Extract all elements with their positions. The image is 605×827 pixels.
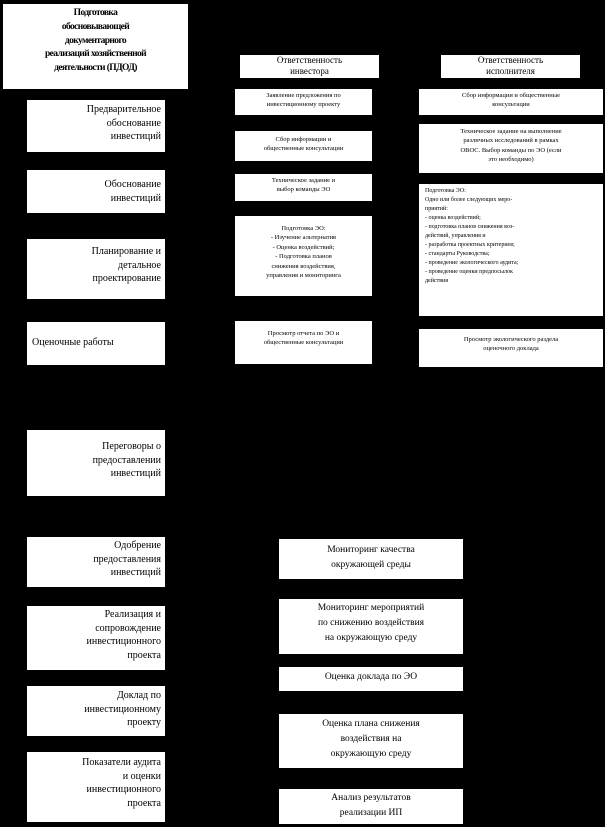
stage-investment-justification <box>27 170 165 213</box>
stage-label: Предварительное обоснование инвестиций <box>86 104 161 142</box>
performer-step-text: Техническое задание на выполнение различных исследований в рамках ОВОС. Выбор команды по ЭО (если это необходимо) <box>460 128 562 164</box>
performer-step-1 <box>419 89 603 115</box>
performer-step-3 <box>419 184 603 316</box>
stage-report <box>27 686 165 736</box>
monitoring-text: Мониторинг мероприятий по снижению воздействия на окружающую среду <box>317 603 425 644</box>
performer-step-text: Подготовка ЭО: Одно или более следующих меро- приятий: - оценка воздействий; - подготовка планов снижения воз- действий, управления и - разработка проектных критериев; - стандарты Руководства; - проведение экологического аудита; - проведение оценки предпосылок действия <box>425 188 519 284</box>
stage-label: Переговоры о предоставлении инвестиций <box>92 441 161 479</box>
performer-step-text: Сбор информации и общественные консультации <box>462 92 560 109</box>
investor-step-2 <box>235 131 372 161</box>
stage-label: Обоснование инвестиций <box>104 179 161 204</box>
performer-step-4 <box>419 329 603 367</box>
monitoring-text: Мониторинг качества окружающей среды <box>327 545 415 571</box>
performer-header-text: Ответственность исполнителя <box>477 55 544 77</box>
stage-negotiations <box>27 430 165 496</box>
stage-label: Планирование и детальное проектирование <box>91 246 161 284</box>
investor-header-text: Ответственность инвестора <box>276 55 343 77</box>
stage-audit <box>27 752 165 822</box>
mitigation-plan-evaluation <box>279 714 463 768</box>
eo-report-evaluation <box>279 667 463 691</box>
diagram-title <box>3 4 188 89</box>
monitoring-mitigation-measures <box>279 599 463 654</box>
stage-label: Показатели аудита и оценки инвестиционного проекта <box>82 757 161 809</box>
investor-step-1 <box>235 89 372 115</box>
investor-step-text: Техническое задание и выбор команды ЭО <box>271 177 336 194</box>
investor-step-4 <box>235 216 372 296</box>
investor-step-text: Подготовка ЭО: - Изучение альтернатив - Оценка воздействий; - Подготовка планов снижения воздействия, управления и мониторинга <box>266 225 341 280</box>
performer-step-2 <box>419 124 603 173</box>
performer-step-text: Просмотр экологического раздела оценочного доклада <box>463 336 559 353</box>
monitoring-text: Оценка доклада по ЭО <box>324 672 418 682</box>
stage-implementation <box>27 606 165 670</box>
diagram-title-text: Подготовка обосновывающей документарного реализаций хозяйственной деятельности (ПДОД) <box>44 8 147 74</box>
stage-label: Реализация и сопровождение инвестиционного проекта <box>86 609 161 661</box>
investor-step-5 <box>235 321 372 364</box>
stage-evaluation <box>27 322 165 365</box>
monitoring-environment-quality <box>279 539 463 579</box>
stage-approval <box>27 537 165 587</box>
investor-step-3 <box>235 174 372 201</box>
investor-header <box>240 55 379 78</box>
investor-step-text: Сбор информации и общественные консультации <box>263 136 344 153</box>
stage-preliminary-justification <box>27 100 165 152</box>
investor-step-text: Заявление предложения по инвестиционному проекту <box>266 92 341 109</box>
monitoring-text: Оценка плана снижения воздействия на окружающую среду <box>322 719 420 760</box>
stage-label: Одобрение предоставления инвестиций <box>93 540 161 578</box>
investor-step-text: Просмотр отчета по ЭО и общественные консультации <box>263 330 344 347</box>
results-analysis <box>279 789 463 824</box>
stage-label: Доклад по инвестиционному проекту <box>84 690 161 728</box>
performer-header <box>441 55 580 78</box>
stage-planning-design <box>27 239 165 299</box>
stage-label: Оценочные работы <box>32 337 114 348</box>
monitoring-text: Анализ результатов реализации ИП <box>331 793 411 819</box>
